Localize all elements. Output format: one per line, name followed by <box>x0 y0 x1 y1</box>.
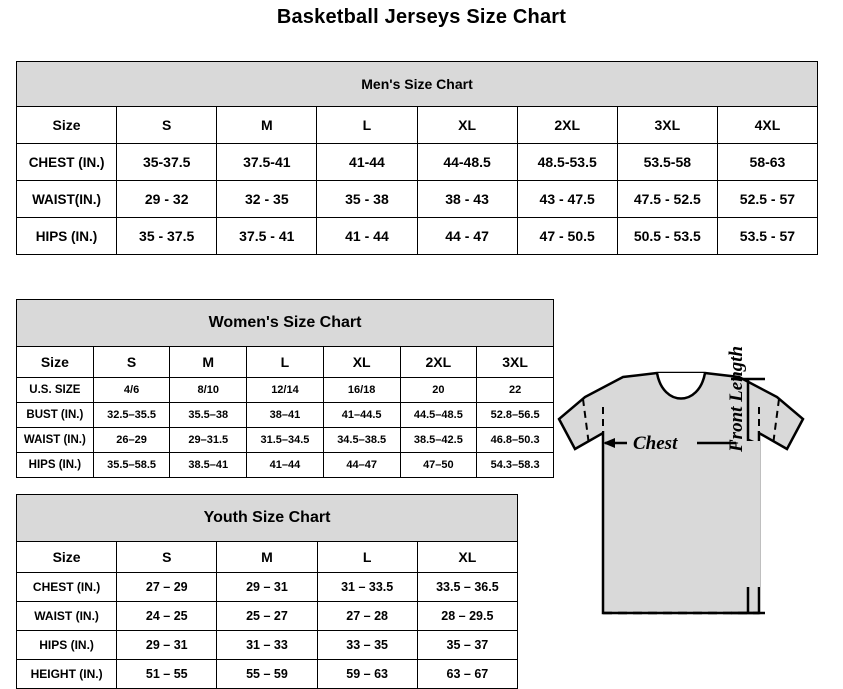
table-cell: 35 – 37 <box>417 631 517 660</box>
table-cell: 24 – 25 <box>117 602 217 631</box>
table-row <box>17 573 518 602</box>
table-cell: 48.5-53.5 <box>517 144 617 181</box>
table-cell: 58-63 <box>717 144 817 181</box>
table-cell: 41–44.5 <box>323 403 400 428</box>
mens-chart-title: Men's Size Chart <box>17 62 818 107</box>
column-header: XL <box>323 347 400 378</box>
column-header: 2XL <box>400 347 477 378</box>
table-cell: 34.5–38.5 <box>323 428 400 453</box>
table-cell: 31 – 33 <box>217 631 317 660</box>
table-cell: 44 - 47 <box>417 218 517 255</box>
table-cell: 63 – 67 <box>417 660 517 689</box>
table-cell: 52.5 - 57 <box>717 181 817 218</box>
column-header: Size <box>17 107 117 144</box>
row-header: HEIGHT (IN.) <box>17 660 117 689</box>
table-row <box>17 602 518 631</box>
column-header: L <box>317 542 417 573</box>
table-row <box>17 542 518 573</box>
table-cell: 47.5 - 52.5 <box>617 181 717 218</box>
table-row <box>17 107 818 144</box>
row-header: HIPS (IN.) <box>17 453 94 478</box>
table-cell: 38–41 <box>247 403 324 428</box>
table-row <box>17 181 818 218</box>
front-length-label-backdrop <box>736 441 760 587</box>
row-header: HIPS (IN.) <box>17 218 117 255</box>
table-cell: 20 <box>400 378 477 403</box>
table-cell: 16/18 <box>323 378 400 403</box>
column-header: XL <box>417 107 517 144</box>
table-cell: 59 – 63 <box>317 660 417 689</box>
column-header: XL <box>417 542 517 573</box>
table-cell: 31 – 33.5 <box>317 573 417 602</box>
table-cell: 31.5–34.5 <box>247 428 324 453</box>
table-cell: 51 – 55 <box>117 660 217 689</box>
table-cell: 37.5-41 <box>217 144 317 181</box>
table-cell: 22 <box>477 378 554 403</box>
table-cell: 4/6 <box>93 378 170 403</box>
table-cell: 38 - 43 <box>417 181 517 218</box>
shirt-illustration-svg <box>545 345 835 665</box>
table-cell: 38.5–41 <box>170 453 247 478</box>
table-cell: 35 - 38 <box>317 181 417 218</box>
table-cell: 47 - 50.5 <box>517 218 617 255</box>
row-header: CHEST (IN.) <box>17 573 117 602</box>
table-row <box>17 660 518 689</box>
table-cell: 44-48.5 <box>417 144 517 181</box>
column-header: 2XL <box>517 107 617 144</box>
column-header: M <box>170 347 247 378</box>
column-header: Size <box>17 347 94 378</box>
column-header: 4XL <box>717 107 817 144</box>
table-row <box>17 495 518 542</box>
womens-chart-title: Women's Size Chart <box>17 300 554 347</box>
shirt-measurement-diagram <box>545 345 835 665</box>
table-row <box>17 62 818 107</box>
row-header: WAIST (IN.) <box>17 428 94 453</box>
table-row <box>17 428 554 453</box>
table-cell: 29 – 31 <box>217 573 317 602</box>
table-cell: 50.5 - 53.5 <box>617 218 717 255</box>
table-cell: 52.8–56.5 <box>477 403 554 428</box>
column-header: 3XL <box>617 107 717 144</box>
row-header: HIPS (IN.) <box>17 631 117 660</box>
womens-size-chart-table <box>16 299 554 478</box>
table-cell: 29–31.5 <box>170 428 247 453</box>
row-header: BUST (IN.) <box>17 403 94 428</box>
page-title: Basketball Jerseys Size Chart <box>276 6 567 28</box>
table-cell: 35.5–38 <box>170 403 247 428</box>
column-header: S <box>117 107 217 144</box>
table-cell: 44–47 <box>323 453 400 478</box>
column-header: M <box>217 542 317 573</box>
table-cell: 27 – 28 <box>317 602 417 631</box>
table-cell: 26–29 <box>93 428 170 453</box>
table-cell: 43 - 47.5 <box>517 181 617 218</box>
table-row <box>17 378 554 403</box>
table-row <box>17 218 818 255</box>
table-cell: 41-44 <box>317 144 417 181</box>
front-length-label: Front Length <box>726 345 747 452</box>
table-row <box>17 300 554 347</box>
column-header: L <box>317 107 417 144</box>
table-cell: 35-37.5 <box>117 144 217 181</box>
column-header: L <box>247 347 324 378</box>
table-row <box>17 144 818 181</box>
table-cell: 32 - 35 <box>217 181 317 218</box>
table-cell: 35 - 37.5 <box>117 218 217 255</box>
table-cell: 29 - 32 <box>117 181 217 218</box>
table-row <box>17 347 554 378</box>
table-cell: 25 – 27 <box>217 602 317 631</box>
table-cell: 32.5–35.5 <box>93 403 170 428</box>
table-cell: 27 – 29 <box>117 573 217 602</box>
table-cell: 53.5-58 <box>617 144 717 181</box>
row-header: WAIST (IN.) <box>17 602 117 631</box>
chest-label: Chest <box>633 433 678 454</box>
table-cell: 12/14 <box>247 378 324 403</box>
youth-size-chart-table <box>16 494 518 689</box>
table-cell: 41–44 <box>247 453 324 478</box>
table-row <box>17 453 554 478</box>
table-cell: 44.5–48.5 <box>400 403 477 428</box>
shirt-body-shape <box>559 373 803 613</box>
table-cell: 8/10 <box>170 378 247 403</box>
column-header: S <box>117 542 217 573</box>
column-header: S <box>93 347 170 378</box>
column-header: 3XL <box>477 347 554 378</box>
table-cell: 28 – 29.5 <box>417 602 517 631</box>
youth-chart-title: Youth Size Chart <box>17 495 518 542</box>
table-cell: 47–50 <box>400 453 477 478</box>
table-cell: 55 – 59 <box>217 660 317 689</box>
table-cell: 33.5 – 36.5 <box>417 573 517 602</box>
table-cell: 53.5 - 57 <box>717 218 817 255</box>
row-header: WAIST(IN.) <box>17 181 117 218</box>
table-cell: 37.5 - 41 <box>217 218 317 255</box>
column-header: M <box>217 107 317 144</box>
table-cell: 33 – 35 <box>317 631 417 660</box>
table-row <box>17 403 554 428</box>
table-cell: 29 – 31 <box>117 631 217 660</box>
row-header: CHEST (IN.) <box>17 144 117 181</box>
table-row <box>17 631 518 660</box>
table-cell: 41 - 44 <box>317 218 417 255</box>
mens-size-chart-table <box>16 61 818 255</box>
column-header: Size <box>17 542 117 573</box>
table-cell: 46.8–50.3 <box>477 428 554 453</box>
table-cell: 38.5–42.5 <box>400 428 477 453</box>
row-header: U.S. SIZE <box>17 378 94 403</box>
table-cell: 35.5–58.5 <box>93 453 170 478</box>
table-cell: 54.3–58.3 <box>477 453 554 478</box>
